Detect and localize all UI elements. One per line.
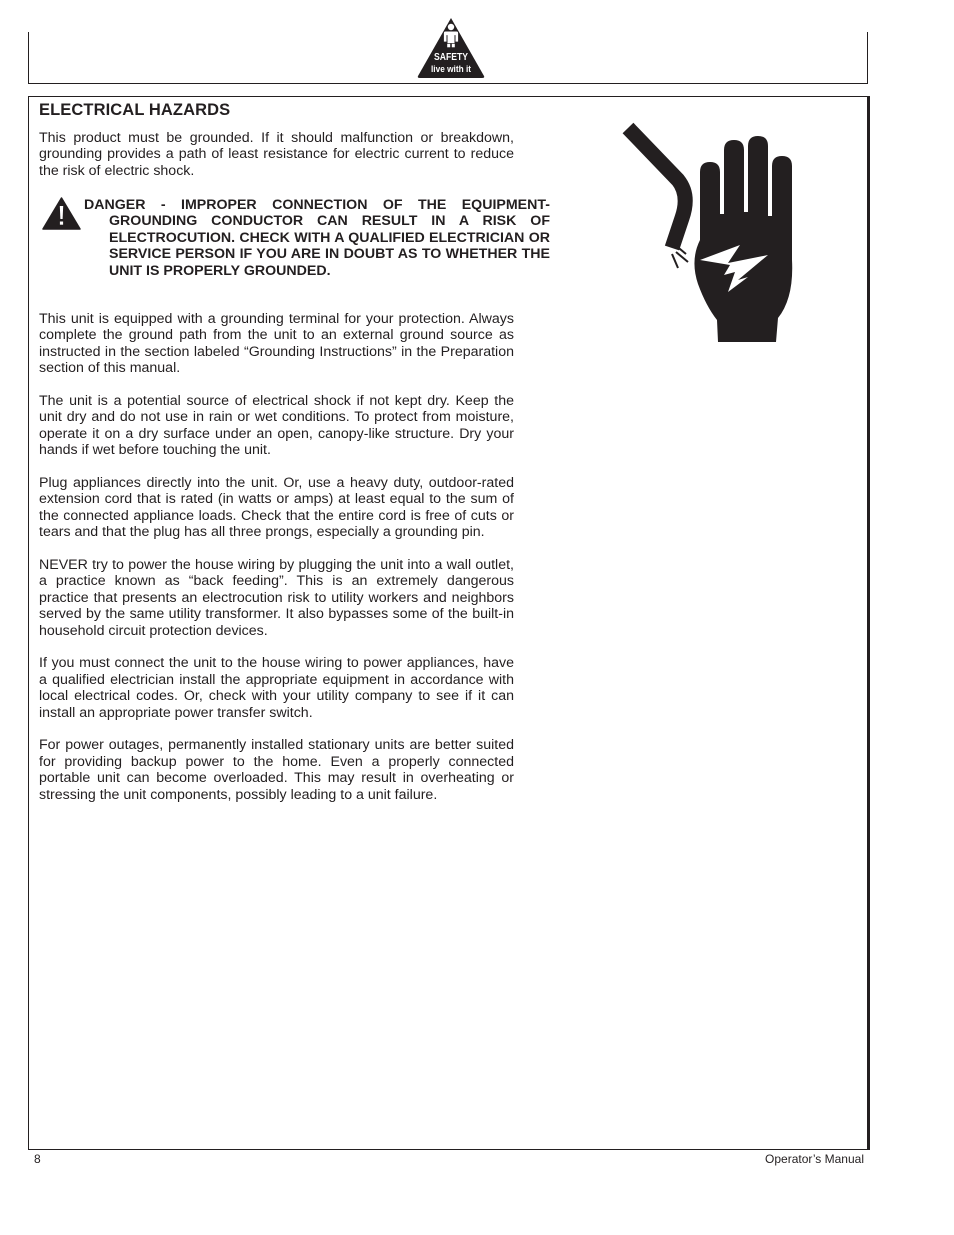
paragraph-extension-cord: Plug appliances directly into the unit. Or, use a heavy duty, outdoor-rated extension cord that is rated (in watts or amps) at least equal to the sum of the connected appliance loads. Check that the entire cord is free of cuts or tears and that the plug has all three prongs, especially a grounding pin. (39, 475, 514, 541)
safety-logo-icon (416, 16, 486, 80)
paragraph-keep-dry: The unit is a potential source of electrical shock if not kept dry. Keep the unit dry and do not use in rain or wet conditions. To protect from moisture, operate it on a dry surface under an open, canopy-like structure. Dry your hands if wet before touching the unit. (39, 393, 514, 459)
logo-text-bottom: live with it (431, 64, 471, 74)
paragraph-grounding-terminal: This unit is equipped with a grounding terminal for your protection. Always complete the ground path from the unit to an external ground source as instructed in the section labeled “Grounding Instructions” in the Preparation section of this manual. (39, 311, 514, 377)
page-number: 8 (34, 1152, 41, 1166)
intro-paragraph: This product must be grounded. If it should malfunction or breakdown, grounding provides a path of least resistance for electric current to reduce the risk of electric shock. (39, 130, 514, 179)
paragraph-house-wiring: If you must connect the unit to the house wiring to power appliances, have a qualified electrician install the appropriate equipment in accordance with local electrical codes. Or, check with your utility company to see if it can install an appropriate power transfer switch. (39, 655, 514, 721)
body-paragraphs (39, 311, 514, 820)
warning-triangle-icon (42, 197, 81, 230)
electric-shock-hand-icon (620, 120, 806, 345)
intro-block (39, 130, 514, 196)
paragraph-power-outages: For power outages, permanently installed stationary units are better suited for providing backup power to the home. Even a properly connected portable unit can become overloaded. This may result in overheating or stressing the unit components, possibly leading to a unit failure. (39, 737, 514, 803)
section-title: ELECTRICAL HAZARDS (39, 101, 231, 119)
footer-manual-title: Operator’s Manual (765, 1152, 864, 1166)
danger-warning-text: DANGER - IMPROPER CONNECTION OF THE EQUIPMENT-GROUNDING CONDUCTOR CAN RESULT IN A RISK OF ELECTROCUTION. CHECK WITH A QUALIFIED ELECTRICIAN OR SERVICE PERSON IF YOU ARE IN DOUBT AS TO WHETHER THE UNIT IS PROPERLY GROUNDED. (84, 197, 550, 279)
logo-text-top: SAFETY (434, 51, 468, 63)
paragraph-back-feeding: NEVER try to power the house wiring by plugging the unit into a wall outlet, a practice known as “back feeding”. This is an extremely dangerous practice that presents an electrocution risk to utility workers and neighbors served by the same utility transformer. It also bypasses some of the built-in household circuit protection devices. (39, 557, 514, 639)
